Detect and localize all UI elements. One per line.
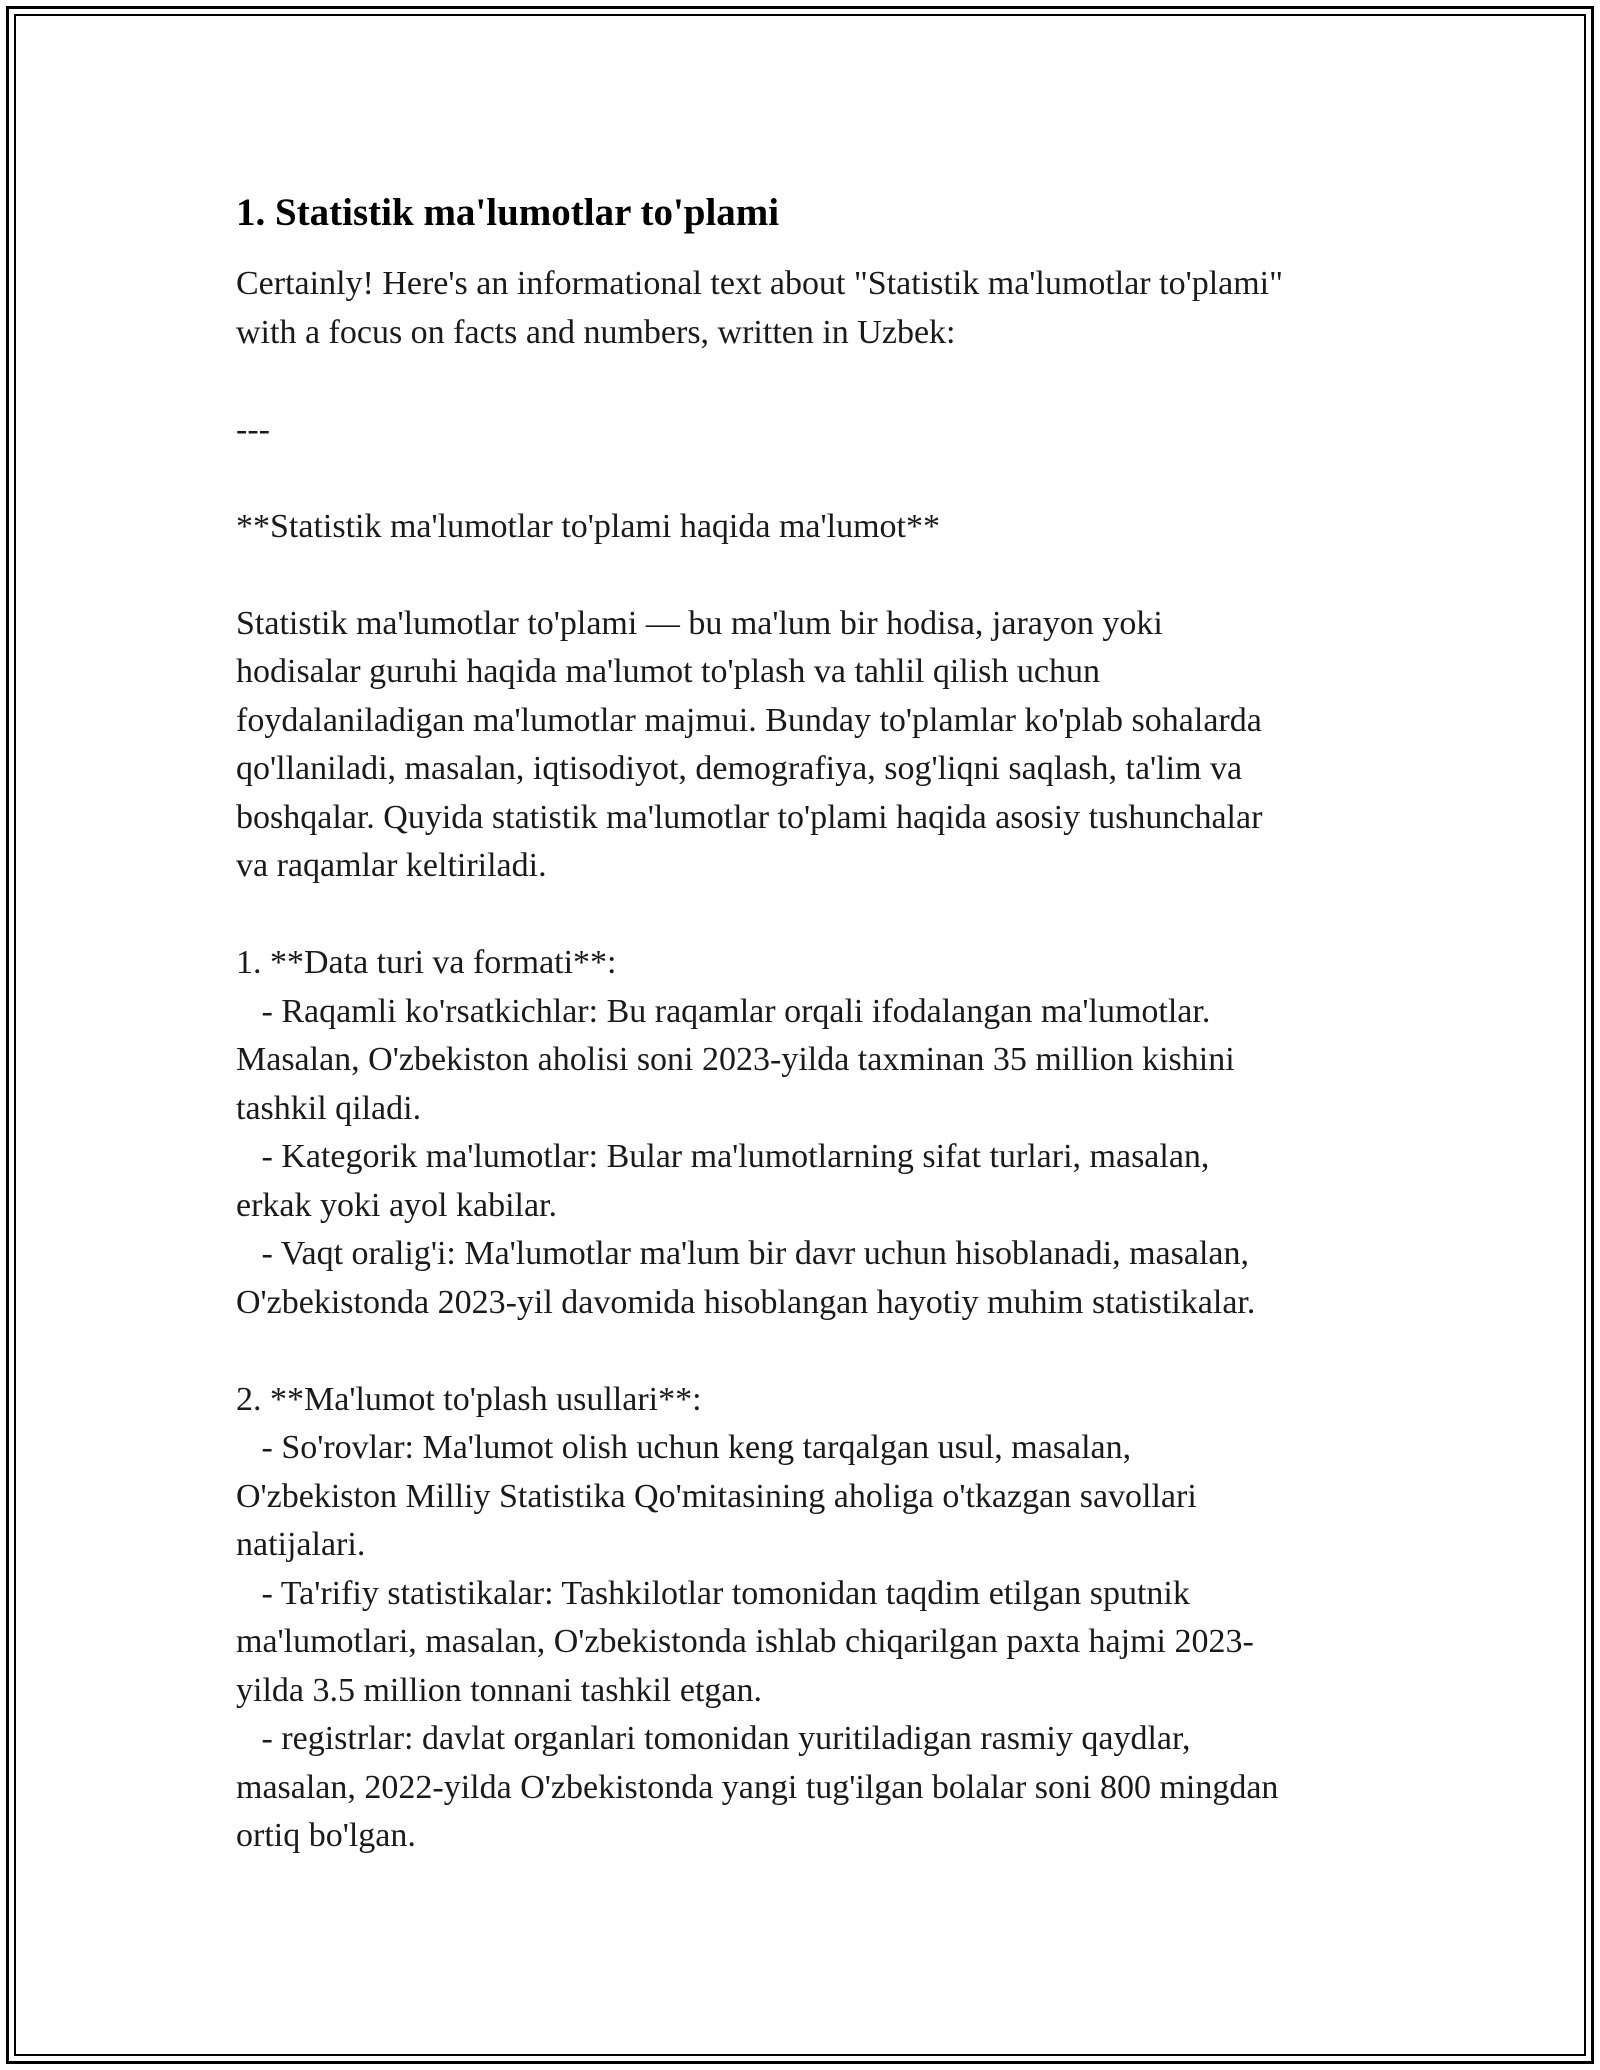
document-title: 1. Statistik ma'lumotlar to'plami <box>236 191 780 234</box>
section-data-types <box>236 939 1396 1327</box>
blank-line <box>236 1327 1396 1376</box>
section-collection-methods <box>236 1376 1396 1861</box>
section-list-item: - Raqamli ko'rsatkichlar: Bu raqamlar orqali ifodalangan ma'lumotlar. Masalan, O'zbekiston aholisi soni 2023-yilda taxminan 35 million kishini tashkil qiladi. <box>236 992 1235 1127</box>
blank-line <box>236 357 1396 406</box>
section-list-item: - Kategorik ma'lumotlar: Bular ma'lumotlarning sifat turlari, masalan, erkak yoki ayol kabilar. <box>236 1138 1210 1224</box>
document-page <box>236 186 1396 1861</box>
section-heading: 2. **Ma'lumot to'plash usullari**: <box>236 1380 702 1418</box>
bold-heading-text: **Statistik ma'lumotlar to'plami haqida ma'lumot** <box>236 507 940 545</box>
intro-paragraph: Certainly! Here's an informational text about "Statistik ma'lumotlar to'plami" with a focus on facts and numbers, written in Uzbek: <box>236 265 1284 351</box>
section-list-item: - registrlar: davlat organlari tomonidan yuritiladigan rasmiy qaydlar, masalan, 2022-yilda O'zbekistonda yangi tug'ilgan bolalar soni 800 mingdan ortiq bo'lgan. <box>236 1720 1279 1854</box>
blank-line <box>236 551 1396 600</box>
section-list-item: - Ta'rifiy statistikalar: Tashkilotlar tomonidan taqdim etilgan sputnik ma'lumotlari, masalan, O'zbekistonda ishlab chiqarilgan paxta hajmi 2023- yilda 3.5 million tonnani tashkil etgan. <box>236 1574 1254 1709</box>
body-paragraph: Statistik ma'lumotlar to'plami — bu ma'lum bir hodisa, jarayon yoki hodisalar guruhi haqida ma'lumot to'plash va tahlil qilish uchun foydalaniladigan ma'lumotlar majmui. Bunday to'plamlar ko'plab sohalarda qo'llaniladi, masalan, iqtisodiyot, demografiya, sog'liqni saqlash, ta'lim va boshqalar. Quyida statistik ma'lumotlar to'plami haqida asosiy tushunchalar va raqamlar keltiriladi. <box>236 604 1263 884</box>
section-heading: 1. **Data turi va formati**: <box>236 944 617 981</box>
blank-line <box>236 454 1396 503</box>
separator-line: --- <box>236 410 270 448</box>
section-list-item: - So'rovlar: Ma'lumot olish uchun keng tarqalgan usul, masalan, O'zbekiston Milliy Statistika Qo'mitasining aholiga o'tkazgan savollari natijalari. <box>236 1429 1197 1563</box>
blank-line <box>236 891 1396 940</box>
section-list-item: - Vaqt oralig'i: Ma'lumotlar ma'lum bir davr uchun hisoblanadi, masalan, O'zbekistonda 2023-yil davomida hisoblangan hayotiy muhim statistikalar. <box>236 1235 1256 1321</box>
